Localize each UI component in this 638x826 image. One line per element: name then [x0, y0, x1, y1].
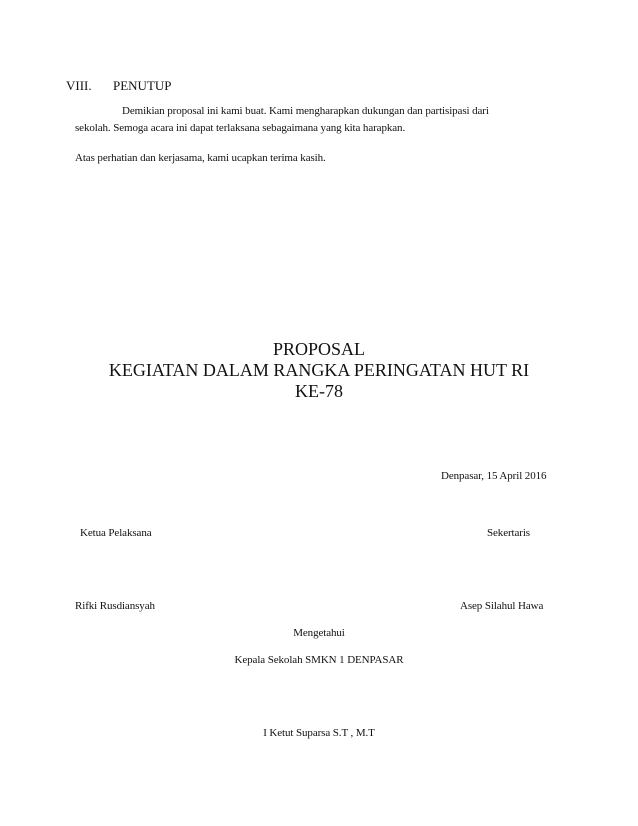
left-signatory-role: Ketua Pelaksana	[80, 527, 152, 539]
proposal-title-line2: KEGIATAN DALAM RANGKA PERINGATAN HUT RI	[108, 360, 530, 380]
section-number: VIII.	[66, 78, 92, 93]
closing-paragraph-line2: sekolah. Semoga acara ini dapat terlaksana sebagaimana yang kita harapkan.	[75, 122, 406, 134]
place-date: Denpasar, 15 April 2016	[441, 470, 547, 482]
proposal-title-line1: PROPOSAL	[272, 339, 366, 359]
right-signatory-role: Sekertaris	[487, 527, 530, 539]
section-title: PENUTUP	[113, 78, 172, 93]
proposal-title-line3: KE-78	[295, 381, 343, 401]
approval-label: Mengetahui	[293, 627, 345, 639]
closing-paragraph-line1: Demikian proposal ini kami buat. Kami mengharapkan dukungan dan partisipasi dari	[122, 105, 489, 117]
right-signatory-name: Asep Silahul Hawa	[460, 600, 544, 612]
closing-thanks: Atas perhatian dan kerjasama, kami ucapkan terima kasih.	[75, 152, 326, 164]
left-signatory-name: Rifki Rusdiansyah	[75, 600, 155, 612]
approval-role: Kepala Sekolah SMKN 1 DENPASAR	[234, 654, 404, 666]
approval-name: I Ketut Suparsa S.T , M.T	[263, 727, 375, 739]
